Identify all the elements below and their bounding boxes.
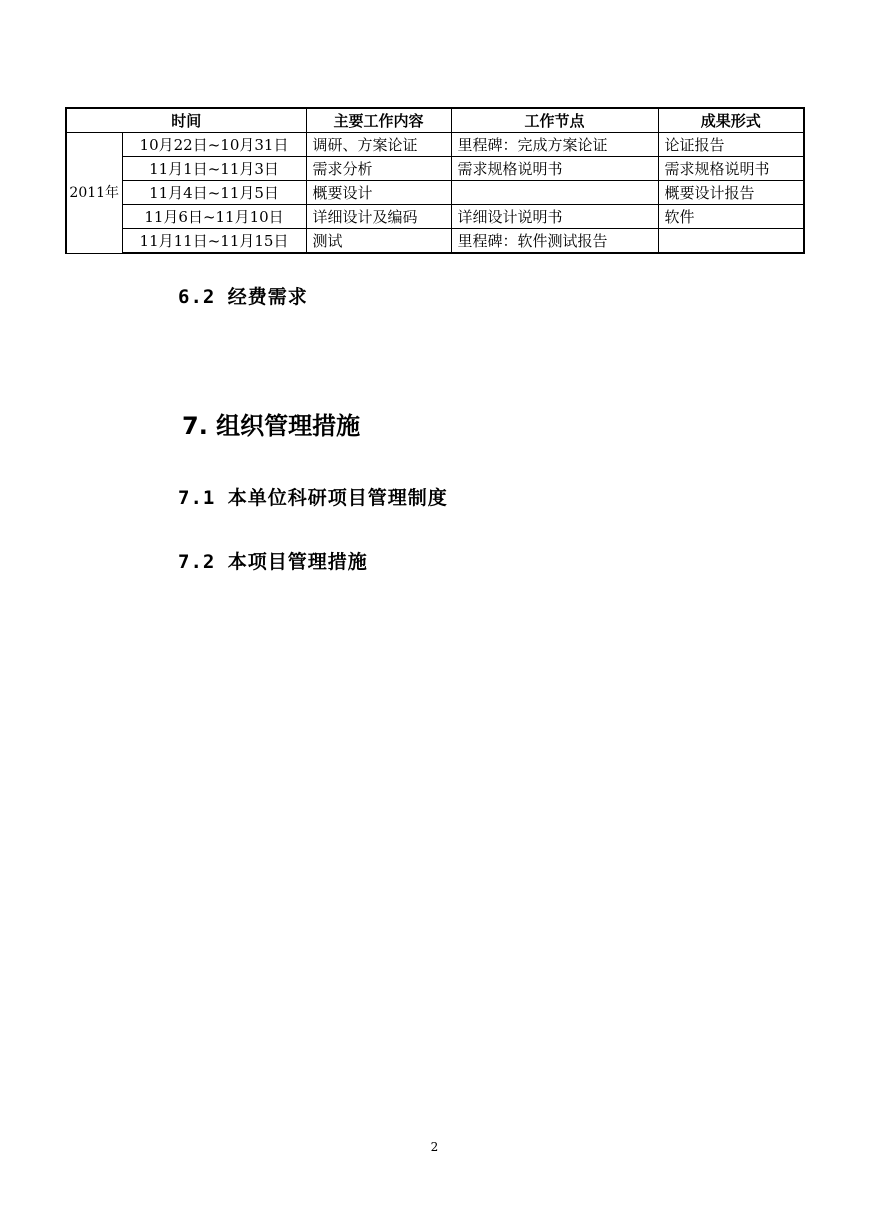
page-number: 2	[430, 1140, 439, 1154]
header-milestone: 工作节点	[451, 108, 658, 133]
header-output: 成果形式	[658, 108, 804, 133]
milestone-cell: 详细设计说明书	[451, 205, 658, 229]
milestone-cell: 里程碑：软件测试报告	[451, 229, 658, 254]
date-cell: 11月1日~11月3日	[122, 157, 306, 181]
section-heading-7: 7. 组织管理措施	[182, 412, 361, 440]
year-cell: 2011年	[66, 133, 122, 254]
table-row	[66, 205, 804, 229]
date-cell: 11月11日~11月15日	[122, 229, 306, 254]
output-cell: 需求规格说明书	[658, 157, 804, 181]
section-heading-6-2: 6.2 经费需求	[178, 286, 308, 308]
content-cell: 测试	[306, 229, 451, 254]
table-row	[66, 181, 804, 205]
content-cell: 详细设计及编码	[306, 205, 451, 229]
section-heading-7-1: 7.1 本单位科研项目管理制度	[178, 487, 448, 509]
content-cell: 概要设计	[306, 181, 451, 205]
schedule-table	[65, 107, 805, 254]
table-row	[66, 133, 804, 157]
table-row	[66, 229, 804, 254]
milestone-cell: 里程碑：完成方案论证	[451, 133, 658, 157]
output-cell: 概要设计报告	[658, 181, 804, 205]
content-cell: 需求分析	[306, 157, 451, 181]
header-content: 主要工作内容	[306, 108, 451, 133]
content-cell: 调研、方案论证	[306, 133, 451, 157]
output-cell: 论证报告	[658, 133, 804, 157]
output-cell	[658, 229, 804, 254]
milestone-cell: 需求规格说明书	[451, 157, 658, 181]
output-cell: 软件	[658, 205, 804, 229]
date-cell: 11月6日~11月10日	[122, 205, 306, 229]
section-heading-7-2: 7.2 本项目管理措施	[178, 551, 368, 573]
date-cell: 10月22日~10月31日	[122, 133, 306, 157]
table-header-row	[66, 108, 804, 133]
header-time: 时间	[66, 108, 306, 133]
milestone-cell	[451, 181, 658, 205]
date-cell: 11月4日~11月5日	[122, 181, 306, 205]
table-row	[66, 157, 804, 181]
